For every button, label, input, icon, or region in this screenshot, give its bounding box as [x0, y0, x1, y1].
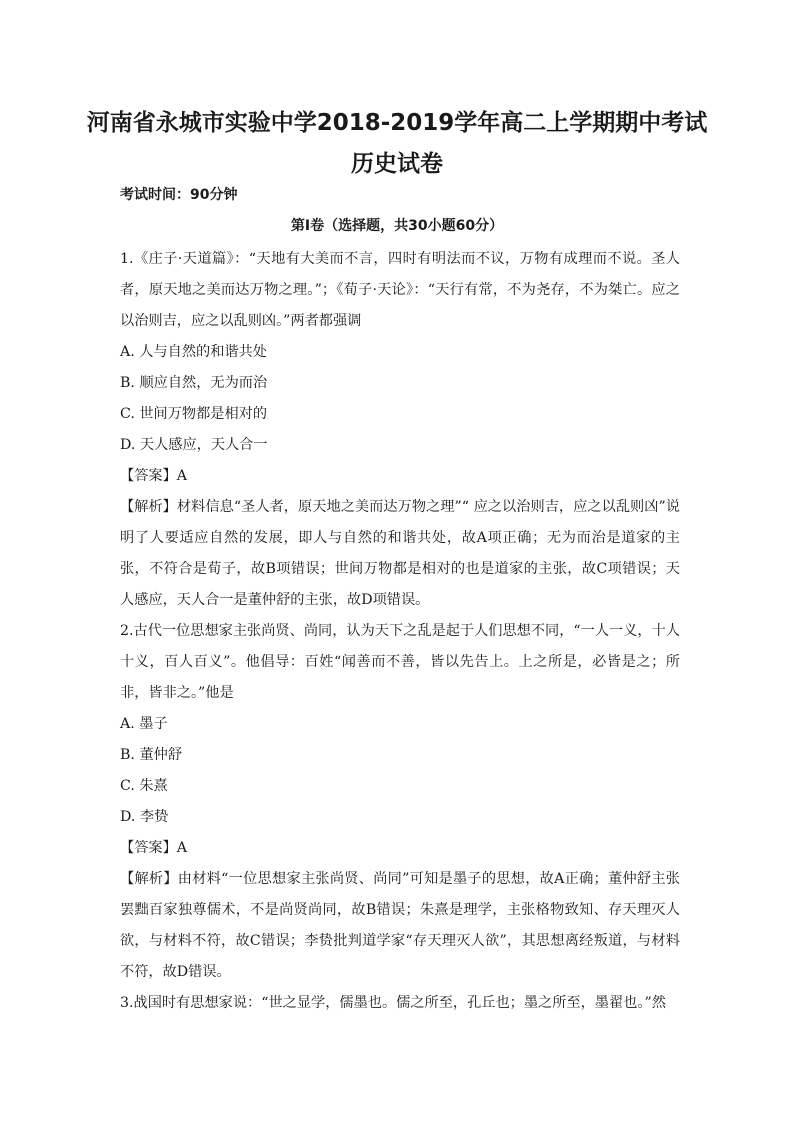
document-subtitle: 历史试卷 [351, 151, 443, 177]
question-body [120, 244, 680, 1019]
question-2-option-b: B. 董仲舒 [120, 747, 183, 763]
question-1-option-d: D. 天人感应，天人合一 [120, 437, 268, 453]
question-2-option-c: C. 朱熹 [120, 778, 168, 794]
question-2-answer: 【答案】A [120, 840, 187, 856]
question-3-stem: 3.战国时有思想家说：“世之显学，儒墨也。儒之所至，孔丘也；墨之所至，墨翟也。”然 [120, 995, 666, 1011]
question-1-option-a: A. 人与自然的和谐共处 [120, 344, 267, 360]
question-1-option-b: B. 顺应自然，无为而治 [120, 375, 268, 391]
question-1-answer: 【答案】A [120, 468, 187, 484]
exam-time: 考试时间：90分钟 [120, 187, 238, 203]
question-1-analysis: 【解析】材料信息“圣人者，原天地之美而达万物之理”“ 应之以治则吉，应之以乱则凶”说明了人要适应自然的发展，即人与自然的和谐共处，故A项正确；无为而治是道家的主张，不符合是荀子，故B项错误；世间万物都是相对的也是道家的主张，故C项错误；天人感应，天人合一是董仲舒的主张，故D项错误。 [120, 499, 680, 608]
section-heading: 第Ⅰ卷（选择题，共30小题60分） [290, 218, 504, 234]
question-1-stem: 1.《庄子·天道篇》：“天地有大美而不言，四时有明法而不议，万物有成理而不说。圣人者，原天地之美而达万物之理。”；《荀子·天论》：“天行有常，不为尧存，不为桀亡。应之以治则吉，应之以乱则凶。”两者都强调 [120, 251, 680, 329]
question-2-analysis: 【解析】由材料“一位思想家主张尚贤、尚同”可知是墨子的思想，故A正确；董仲舒主张罢黜百家独尊儒术，不是尚贤尚同，故B错误；朱熹是理学，主张格物致知、存天理灭人欲，与材料不符，故C错误；李贽批判道学家“存天理灭人欲”，其思想离经叛道，与材料不符，故D错误。 [120, 871, 680, 980]
document-title: 河南省永城市实验中学2018-2019学年高二上学期期中考试 [86, 110, 708, 136]
question-2-stem: 2.古代一位思想家主张尚贤、尚同，认为天下之乱是起于人们思想不同，“一人一义，十人十义，百人百义”。他倡导：百姓“闻善而不善，皆以先告上。上之所是，必皆是之；所非，皆非之。”他是 [120, 623, 680, 701]
question-1-option-c: C. 世间万物都是相对的 [120, 406, 268, 422]
question-2-option-a: A. 墨子 [120, 716, 168, 732]
question-2-option-d: D. 李贽 [120, 809, 169, 825]
